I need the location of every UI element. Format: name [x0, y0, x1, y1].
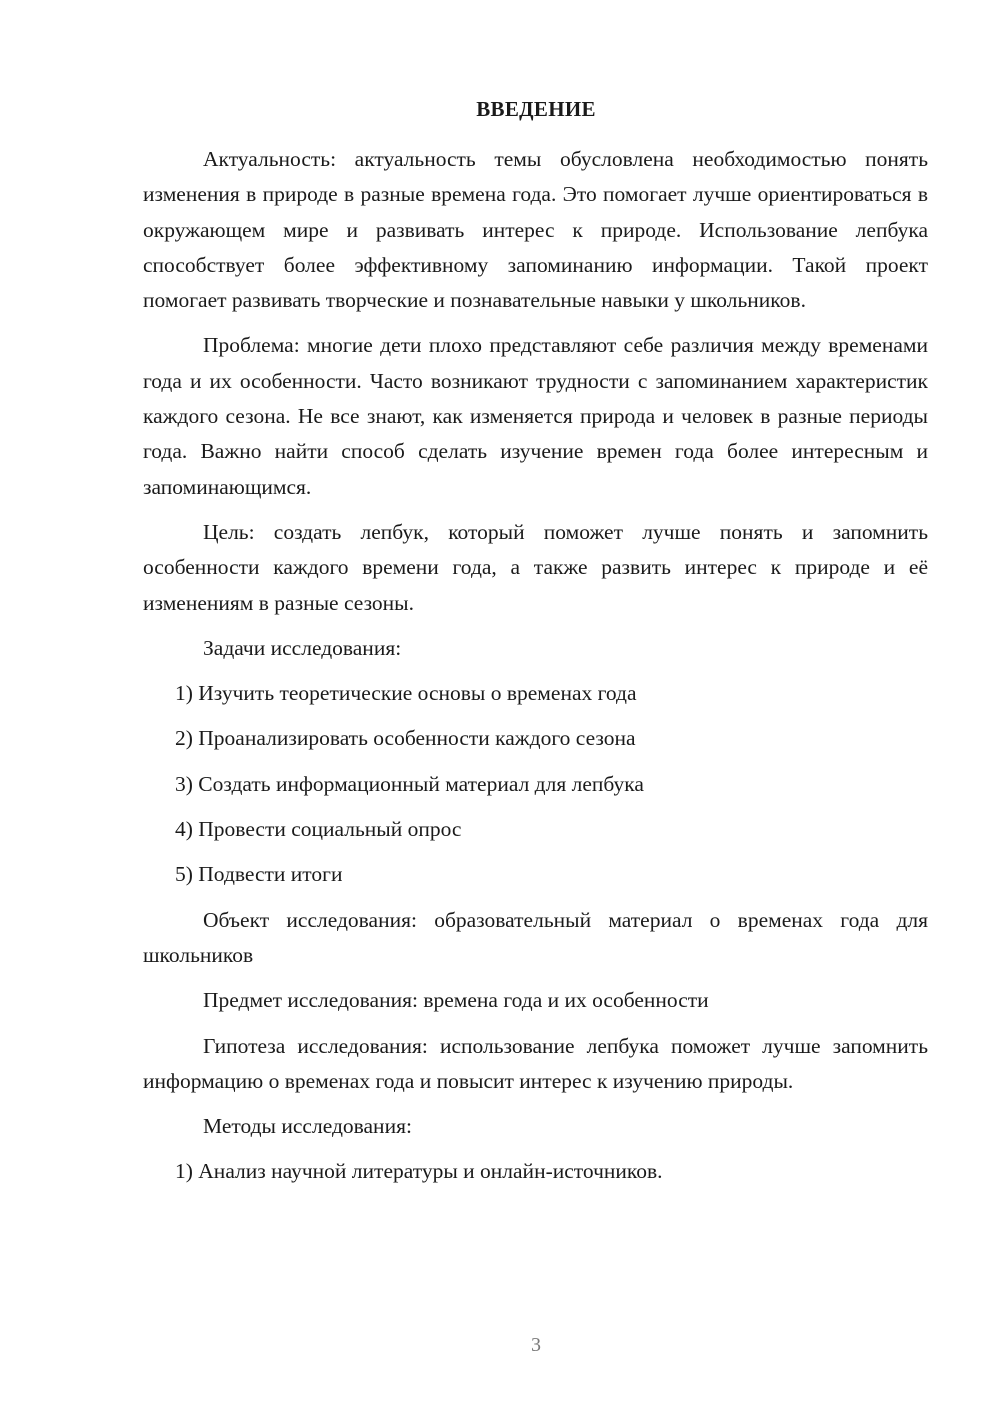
goal-paragraph: Цель: создать лепбук, который поможет лучше понять и запомнить особенности каждого времени года, а также развить интерес к природе и её изменениям в разные сезоны. — [143, 519, 928, 615]
method-item-1: 1) Анализ научной литературы и онлайн-источников. — [175, 1159, 663, 1184]
tasks-heading: Задачи исследования: — [203, 635, 402, 660]
problem-paragraph: Проблема: многие дети плохо представляют себе различия между временами года и их особенности. Часто возникают трудности с запоминанием характеристик каждого сезона. Не все знают, как изменяется природа и человек в разные периоды года. Важно найти способ сделать изучение времен года более интересным и запоминающимся. — [143, 333, 928, 499]
relevance-paragraph: Актуальность: актуальность темы обусловлена необходимостью понять изменения в природе в разные времена года. Это помогает лучше ориентироваться в окружающем мире и развивать интерес к природе. Использование лепбука способствует более эффективному запоминанию информации. Такой проект помогает развивать творческие и познавательные навыки у школьников. — [143, 147, 928, 313]
body-text — [143, 142, 928, 1190]
section-title: ВВЕДЕНИЕ — [476, 97, 596, 121]
page-number: 3 — [531, 1334, 541, 1356]
task-item-2: 2) Проанализировать особенности каждого сезона — [175, 726, 636, 751]
methods-heading: Методы исследования: — [203, 1114, 412, 1139]
task-item-4: 4) Провести социальный опрос — [175, 817, 462, 842]
subject-paragraph: Предмет исследования: времена года и их особенности — [203, 988, 709, 1013]
task-item-3: 3) Создать информационный материал для лепбука — [175, 771, 644, 796]
task-item-5: 5) Подвести итоги — [175, 862, 343, 887]
task-item-1: 1) Изучить теоретические основы о временах года — [175, 681, 637, 706]
hypothesis-paragraph: Гипотеза исследования: использование лепбука поможет лучше запомнить информацию о временах года и повысит интерес к изучению природы. — [143, 1033, 928, 1093]
object-paragraph: Объект исследования: образовательный материал о временах года для школьников — [143, 907, 928, 967]
